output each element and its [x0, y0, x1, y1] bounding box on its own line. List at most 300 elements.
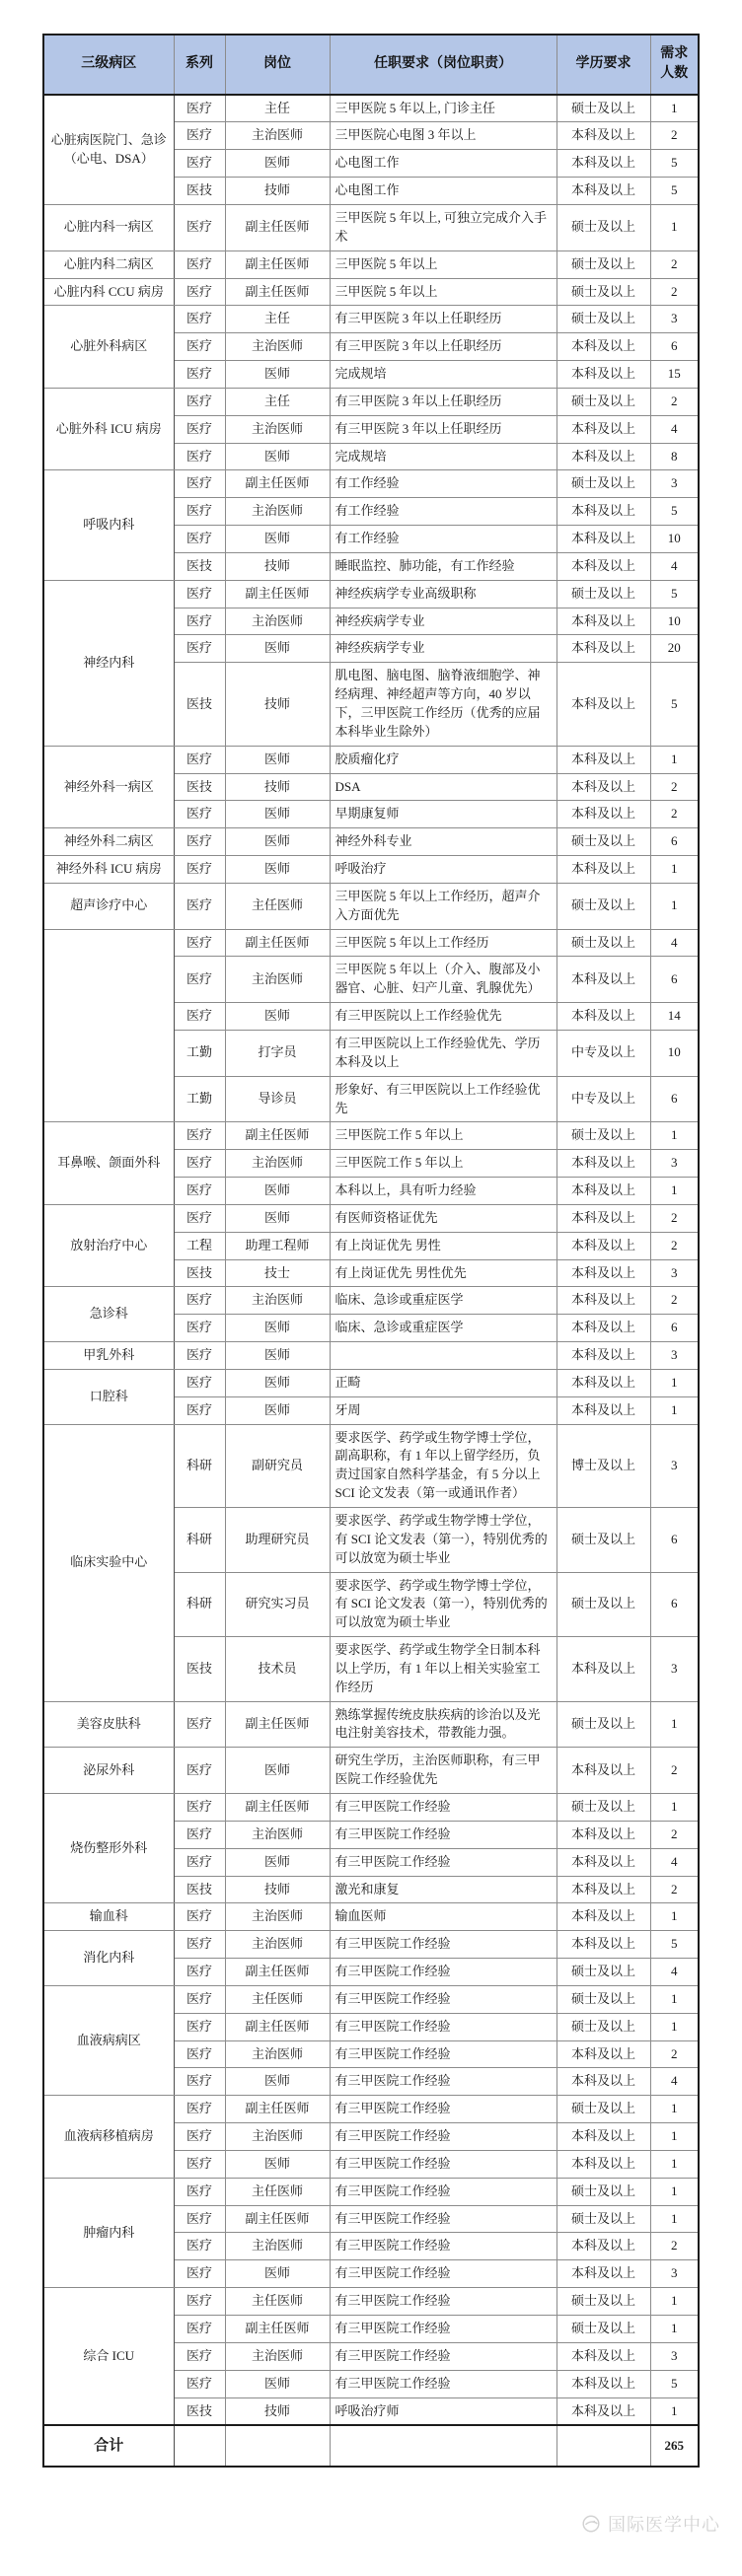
series-cell: 医疗	[174, 1178, 225, 1205]
education-cell: 本科及以上	[556, 2397, 650, 2425]
count-cell: 1	[650, 2013, 699, 2040]
table-row	[43, 1701, 699, 1748]
education-cell: 本科及以上	[556, 526, 650, 553]
series-cell: 医疗	[174, 470, 225, 498]
ward-cell: 血液病病区	[43, 1985, 174, 2095]
count-cell: 2	[650, 278, 699, 306]
requirement-cell: 输血医师	[330, 1903, 556, 1931]
count-cell: 6	[650, 1315, 699, 1342]
position-cell: 副主任医师	[225, 1793, 330, 1821]
education-cell: 本科及以上	[556, 1396, 650, 1424]
count-cell: 1	[650, 2096, 699, 2123]
col-header-count: 需求人数	[650, 35, 699, 95]
position-cell: 技师	[225, 552, 330, 580]
requirement-cell: 激光和康复	[330, 1876, 556, 1903]
position-cell: 主任	[225, 95, 330, 122]
position-cell: 主治医师	[225, 333, 330, 361]
requirement-cell: 有三甲医院工作经验	[330, 2260, 556, 2288]
education-cell: 本科及以上	[556, 552, 650, 580]
position-cell: 副主任医师	[225, 278, 330, 306]
position-cell: 医师	[225, 2260, 330, 2288]
education-cell: 硕士及以上	[556, 883, 650, 929]
count-cell: 2	[650, 1287, 699, 1315]
requirement-cell: 有上岗证优先 男性优先	[330, 1259, 556, 1287]
requirement-cell: 有三甲医院工作经验	[330, 2068, 556, 2096]
requirement-cell: DSA	[330, 773, 556, 801]
education-cell: 本科及以上	[556, 122, 650, 150]
count-cell: 4	[650, 1959, 699, 1986]
education-cell: 硕士及以上	[556, 1793, 650, 1821]
position-cell: 主治医师	[225, 415, 330, 443]
series-cell: 医疗	[174, 828, 225, 856]
series-cell: 医疗	[174, 1748, 225, 1794]
position-cell: 医师	[225, 526, 330, 553]
requirement-cell: 有三甲医院 3 年以上任职经历	[330, 333, 556, 361]
ward-cell: 心脏外科病区	[43, 306, 174, 389]
position-cell: 医师	[225, 1178, 330, 1205]
series-cell: 医疗	[174, 608, 225, 635]
education-cell: 硕士及以上	[556, 95, 650, 122]
education-cell: 硕士及以上	[556, 306, 650, 333]
education-cell: 硕士及以上	[556, 2178, 650, 2205]
series-cell: 医技	[174, 663, 225, 746]
series-cell: 医疗	[174, 415, 225, 443]
position-cell: 医师	[225, 1396, 330, 1424]
education-cell: 本科及以上	[556, 2123, 650, 2151]
requirement-cell: 三甲医院 5 年以上工作经历	[330, 929, 556, 957]
series-cell: 医疗	[174, 2205, 225, 2233]
requirement-cell: 有三甲医院工作经验	[330, 2288, 556, 2316]
education-cell: 本科及以上	[556, 498, 650, 526]
series-cell: 医疗	[174, 2040, 225, 2068]
ward-cell: 口腔科	[43, 1369, 174, 1424]
education-cell: 硕士及以上	[556, 2096, 650, 2123]
requirement-cell: 三甲医院工作 5 年以上	[330, 1150, 556, 1178]
table-row	[43, 1931, 699, 1959]
series-cell: 医技	[174, 1259, 225, 1287]
position-cell: 医师	[225, 2068, 330, 2096]
ward-cell: 急诊科	[43, 1287, 174, 1342]
count-cell: 1	[650, 1985, 699, 2013]
table-row	[43, 1287, 699, 1315]
recruitment-table	[42, 34, 700, 2468]
requirement-cell: 心电图工作	[330, 178, 556, 205]
series-cell: 医疗	[174, 2370, 225, 2397]
table-row	[43, 1204, 699, 1232]
position-cell: 副主任医师	[225, 250, 330, 278]
education-cell: 本科及以上	[556, 1369, 650, 1396]
position-cell: 医师	[225, 1848, 330, 1876]
position-cell: 技师	[225, 663, 330, 746]
count-cell: 2	[650, 2233, 699, 2260]
count-cell: 4	[650, 2068, 699, 2096]
table-row	[43, 1342, 699, 1370]
table-row	[43, 1985, 699, 2013]
series-cell: 医疗	[174, 1903, 225, 1931]
requirement-cell: 有三甲医院工作经验	[330, 2013, 556, 2040]
count-cell: 1	[650, 1178, 699, 1205]
position-cell: 技师	[225, 2397, 330, 2425]
series-cell: 医疗	[174, 1931, 225, 1959]
education-cell: 本科及以上	[556, 1287, 650, 1315]
total-label-cell: 合计	[43, 2425, 174, 2467]
count-cell: 2	[650, 1821, 699, 1848]
series-cell: 医疗	[174, 957, 225, 1003]
position-cell: 主治医师	[225, 2040, 330, 2068]
requirement-cell: 有三甲医院 3 年以上任职经历	[330, 388, 556, 415]
table-row	[43, 306, 699, 333]
count-cell: 2	[650, 773, 699, 801]
series-cell: 科研	[174, 1424, 225, 1507]
series-cell: 工勤	[174, 1076, 225, 1122]
position-cell: 助理研究员	[225, 1508, 330, 1573]
count-cell: 4	[650, 552, 699, 580]
table-row	[43, 580, 699, 608]
count-cell: 2	[650, 388, 699, 415]
education-cell: 本科及以上	[556, 1342, 650, 1370]
education-cell: 本科及以上	[556, 856, 650, 884]
series-cell: 医疗	[174, 1848, 225, 1876]
count-cell: 1	[650, 856, 699, 884]
education-cell: 硕士及以上	[556, 470, 650, 498]
table-row	[43, 278, 699, 306]
requirement-cell: 三甲医院 5 年以上工作经历，超声介入方面优先	[330, 883, 556, 929]
table-row	[43, 1903, 699, 1931]
position-cell: 主任医师	[225, 2178, 330, 2205]
count-cell: 5	[650, 150, 699, 178]
count-cell: 1	[650, 1793, 699, 1821]
series-cell: 医疗	[174, 580, 225, 608]
education-cell: 本科及以上	[556, 746, 650, 773]
count-cell: 6	[650, 828, 699, 856]
requirement-cell: 要求医学、药学或生物学全日制本科以上学历，有 1 年以上相关实验室工作经历	[330, 1637, 556, 1702]
count-cell: 5	[650, 1931, 699, 1959]
education-cell: 硕士及以上	[556, 929, 650, 957]
table-row	[43, 470, 699, 498]
count-cell: 3	[650, 1424, 699, 1507]
ward-cell: 神经外科 ICU 病房	[43, 856, 174, 884]
position-cell: 副主任医师	[225, 2205, 330, 2233]
position-cell: 研究实习员	[225, 1572, 330, 1637]
requirement-cell: 肌电图、脑电图、脑脊液细胞学、神经病理、神经超声等方向，40 岁以下，三甲医院工作经历（优秀的应届本科毕业生除外）	[330, 663, 556, 746]
position-cell: 助理工程师	[225, 1232, 330, 1259]
requirement-cell: 三甲医院 5 年以上	[330, 278, 556, 306]
position-cell: 医师	[225, 828, 330, 856]
series-cell: 医疗	[174, 498, 225, 526]
education-cell: 本科及以上	[556, 957, 650, 1003]
series-cell: 医技	[174, 773, 225, 801]
position-cell: 导诊员	[225, 1076, 330, 1122]
series-cell: 医疗	[174, 306, 225, 333]
ward-cell: 神经内科	[43, 580, 174, 746]
series-cell: 医疗	[174, 929, 225, 957]
position-cell: 主任	[225, 306, 330, 333]
position-cell: 技师	[225, 1876, 330, 1903]
position-cell: 医师	[225, 1748, 330, 1794]
requirement-cell: 有三甲医院工作经验	[330, 2370, 556, 2397]
position-cell: 主治医师	[225, 498, 330, 526]
dove-logo-icon	[580, 2513, 602, 2535]
education-cell: 博士及以上	[556, 1424, 650, 1507]
series-cell: 科研	[174, 1572, 225, 1637]
requirement-cell: 早期康复师	[330, 801, 556, 828]
header-row	[43, 35, 699, 95]
series-cell: 医疗	[174, 635, 225, 663]
count-cell: 20	[650, 635, 699, 663]
education-cell: 硕士及以上	[556, 828, 650, 856]
requirement-cell: 三甲医院 5 年以上（介入、腹部及小器官、心脏、妇产儿童、乳腺优先）	[330, 957, 556, 1003]
series-cell: 工勤	[174, 1030, 225, 1076]
education-cell: 硕士及以上	[556, 278, 650, 306]
education-cell: 本科及以上	[556, 1259, 650, 1287]
requirement-cell: 有上岗证优先 男性	[330, 1232, 556, 1259]
series-cell: 医技	[174, 1876, 225, 1903]
position-cell: 副主任医师	[225, 2096, 330, 2123]
position-cell: 医师	[225, 361, 330, 389]
education-cell: 本科及以上	[556, 2233, 650, 2260]
col-header-education: 学历要求	[556, 35, 650, 95]
education-cell: 硕士及以上	[556, 1985, 650, 2013]
count-cell: 2	[650, 250, 699, 278]
table-row	[43, 883, 699, 929]
position-cell: 医师	[225, 1342, 330, 1370]
position-cell: 技术员	[225, 1637, 330, 1702]
count-cell: 1	[650, 2150, 699, 2178]
count-cell: 3	[650, 1637, 699, 1702]
series-cell: 医疗	[174, 388, 225, 415]
requirement-cell: 呼吸治疗	[330, 856, 556, 884]
count-cell: 14	[650, 1003, 699, 1031]
col-header-ward: 三级病区	[43, 35, 174, 95]
education-cell: 硕士及以上	[556, 250, 650, 278]
series-cell: 医疗	[174, 95, 225, 122]
ward-cell: 肿瘤内科	[43, 2178, 174, 2287]
position-cell: 主任	[225, 388, 330, 415]
position-cell: 主治医师	[225, 1903, 330, 1931]
count-cell: 3	[650, 306, 699, 333]
series-cell: 医疗	[174, 2260, 225, 2288]
position-cell: 技师	[225, 178, 330, 205]
series-cell: 医疗	[174, 250, 225, 278]
series-cell	[174, 2425, 225, 2467]
position-cell: 医师	[225, 746, 330, 773]
series-cell: 医疗	[174, 1959, 225, 1986]
requirement-cell: 有三甲医院工作经验	[330, 1931, 556, 1959]
requirement-cell: 有三甲医院工作经验	[330, 1821, 556, 1848]
education-cell: 硕士及以上	[556, 1701, 650, 1748]
count-cell: 1	[650, 95, 699, 122]
table-row	[43, 1369, 699, 1396]
education-cell: 硕士及以上	[556, 1122, 650, 1150]
table-row	[43, 95, 699, 122]
requirement-cell: 三甲医院工作 5 年以上	[330, 1122, 556, 1150]
ward-cell: 心脏内科 CCU 病房	[43, 278, 174, 306]
position-cell: 主治医师	[225, 608, 330, 635]
education-cell: 硕士及以上	[556, 580, 650, 608]
count-cell: 15	[650, 361, 699, 389]
education-cell: 本科及以上	[556, 1003, 650, 1031]
position-cell: 医师	[225, 2370, 330, 2397]
education-cell: 硕士及以上	[556, 388, 650, 415]
requirement-cell: 要求医学、药学或生物学博士学位，有 SCI 论文发表（第一），特别优秀的可以放宽为硕士毕业	[330, 1508, 556, 1573]
position-cell: 副主任医师	[225, 204, 330, 250]
position-cell: 医师	[225, 150, 330, 178]
ward-cell: 消化内科	[43, 1931, 174, 1986]
education-cell: 本科及以上	[556, 361, 650, 389]
ward-cell: 神经外科一病区	[43, 746, 174, 828]
education-cell: 中专及以上	[556, 1030, 650, 1076]
ward-cell: 泌尿外科	[43, 1748, 174, 1794]
series-cell: 医疗	[174, 883, 225, 929]
education-cell: 本科及以上	[556, 635, 650, 663]
series-cell: 医疗	[174, 1821, 225, 1848]
series-cell: 医疗	[174, 1315, 225, 1342]
count-cell: 1	[650, 883, 699, 929]
series-cell: 医疗	[174, 1150, 225, 1178]
count-cell: 6	[650, 1572, 699, 1637]
series-cell: 医疗	[174, 2096, 225, 2123]
count-cell: 1	[650, 1122, 699, 1150]
count-cell: 1	[650, 2397, 699, 2425]
count-cell: 2	[650, 1232, 699, 1259]
count-cell: 4	[650, 415, 699, 443]
position-cell: 医师	[225, 1369, 330, 1396]
count-cell: 6	[650, 1508, 699, 1573]
count-cell: 5	[650, 178, 699, 205]
series-cell: 医疗	[174, 1701, 225, 1748]
watermark-logo	[580, 2511, 720, 2537]
education-cell: 本科及以上	[556, 1931, 650, 1959]
education-cell: 本科及以上	[556, 1821, 650, 1848]
education-cell: 硕士及以上	[556, 1959, 650, 1986]
position-cell: 副主任医师	[225, 470, 330, 498]
series-cell: 医疗	[174, 278, 225, 306]
series-cell: 医疗	[174, 801, 225, 828]
requirement-cell: 三甲医院 5 年以上	[330, 250, 556, 278]
requirement-cell: 呼吸治疗师	[330, 2397, 556, 2425]
ward-cell: 综合 ICU	[43, 2288, 174, 2426]
requirement-cell: 本科以上，具有听力经验	[330, 1178, 556, 1205]
requirement-cell: 有三甲医院工作经验	[330, 2040, 556, 2068]
count-cell: 5	[650, 498, 699, 526]
position-cell: 副主任医师	[225, 1122, 330, 1150]
requirement-cell: 熟练掌握传统皮肤疾病的诊治以及光电注射美容技术，带教能力强。	[330, 1701, 556, 1748]
position-cell: 医师	[225, 635, 330, 663]
table-row	[43, 2178, 699, 2205]
education-cell: 本科及以上	[556, 2150, 650, 2178]
series-cell: 医疗	[174, 1122, 225, 1150]
requirement-cell: 胶质瘤化疗	[330, 746, 556, 773]
count-cell: 3	[650, 2260, 699, 2288]
table-row	[43, 250, 699, 278]
series-cell: 医疗	[174, 746, 225, 773]
education-cell: 本科及以上	[556, 2040, 650, 2068]
education-cell	[556, 2425, 650, 2467]
education-cell: 本科及以上	[556, 801, 650, 828]
requirement-cell: 有三甲医院 3 年以上任职经历	[330, 415, 556, 443]
series-cell: 医疗	[174, 2150, 225, 2178]
requirement-cell: 有三甲医院工作经验	[330, 2233, 556, 2260]
table-row	[43, 856, 699, 884]
education-cell: 硕士及以上	[556, 2013, 650, 2040]
education-cell: 本科及以上	[556, 150, 650, 178]
series-cell: 科研	[174, 1508, 225, 1573]
count-cell: 4	[650, 1848, 699, 1876]
ward-cell: 神经外科二病区	[43, 828, 174, 856]
position-cell: 医师	[225, 2150, 330, 2178]
position-cell: 主治医师	[225, 2233, 330, 2260]
count-cell: 2	[650, 2040, 699, 2068]
requirement-cell: 临床、急诊或重症医学	[330, 1315, 556, 1342]
requirement-cell: 有三甲医院以上工作经验优先、学历本科及以上	[330, 1030, 556, 1076]
requirement-cell: 完成规培	[330, 361, 556, 389]
position-cell: 医师	[225, 1003, 330, 1031]
education-cell: 本科及以上	[556, 415, 650, 443]
series-cell: 医疗	[174, 1287, 225, 1315]
requirement-cell: 有工作经验	[330, 498, 556, 526]
position-cell: 副主任医师	[225, 2013, 330, 2040]
position-cell: 副主任医师	[225, 929, 330, 957]
table-row	[43, 1122, 699, 1150]
count-cell: 1	[650, 1369, 699, 1396]
position-cell: 主治医师	[225, 2123, 330, 2151]
education-cell: 硕士及以上	[556, 2316, 650, 2343]
position-cell: 副主任医师	[225, 1701, 330, 1748]
education-cell: 本科及以上	[556, 773, 650, 801]
requirement-cell: 有三甲医院工作经验	[330, 1959, 556, 1986]
position-cell: 副主任医师	[225, 2316, 330, 2343]
requirement-cell: 神经外科专业	[330, 828, 556, 856]
ward-cell: 耳鼻喉、颌面外科	[43, 1122, 174, 1205]
count-cell: 6	[650, 1076, 699, 1122]
series-cell: 医疗	[174, 2342, 225, 2370]
series-cell: 医疗	[174, 856, 225, 884]
education-cell: 本科及以上	[556, 1232, 650, 1259]
table-row	[43, 204, 699, 250]
position-cell: 主治医师	[225, 2342, 330, 2370]
requirement-cell: 有工作经验	[330, 526, 556, 553]
watermark-text: 国际医学中心	[608, 2515, 720, 2536]
ward-cell: 超声诊疗中心	[43, 883, 174, 929]
requirement-cell: 有三甲医院以上工作经验优先	[330, 1003, 556, 1031]
ward-cell: 血液病移植病房	[43, 2096, 174, 2179]
position-cell: 主任医师	[225, 1985, 330, 2013]
requirement-cell: 睡眠监控、肺功能，有工作经验	[330, 552, 556, 580]
position-cell: 主治医师	[225, 957, 330, 1003]
table-body	[43, 95, 699, 2468]
count-cell: 3	[650, 1259, 699, 1287]
requirement-cell: 三甲医院 5 年以上, 门诊主任	[330, 95, 556, 122]
count-cell: 3	[650, 1150, 699, 1178]
education-cell: 硕士及以上	[556, 1572, 650, 1637]
count-cell: 2	[650, 801, 699, 828]
ward-cell: 烧伤整形外科	[43, 1793, 174, 1902]
education-cell: 本科及以上	[556, 2342, 650, 2370]
education-cell: 本科及以上	[556, 1848, 650, 1876]
ward-cell: 美容皮肤科	[43, 1701, 174, 1748]
position-cell: 技师	[225, 773, 330, 801]
series-cell: 医疗	[174, 2288, 225, 2316]
series-cell: 医疗	[174, 2123, 225, 2151]
series-cell: 医疗	[174, 2316, 225, 2343]
series-cell: 医疗	[174, 1204, 225, 1232]
count-cell: 3	[650, 2342, 699, 2370]
requirement-cell	[330, 1342, 556, 1370]
series-cell: 医疗	[174, 2013, 225, 2040]
requirement-cell: 有工作经验	[330, 470, 556, 498]
table-row	[43, 929, 699, 957]
requirement-cell: 有三甲医院工作经验	[330, 2316, 556, 2343]
